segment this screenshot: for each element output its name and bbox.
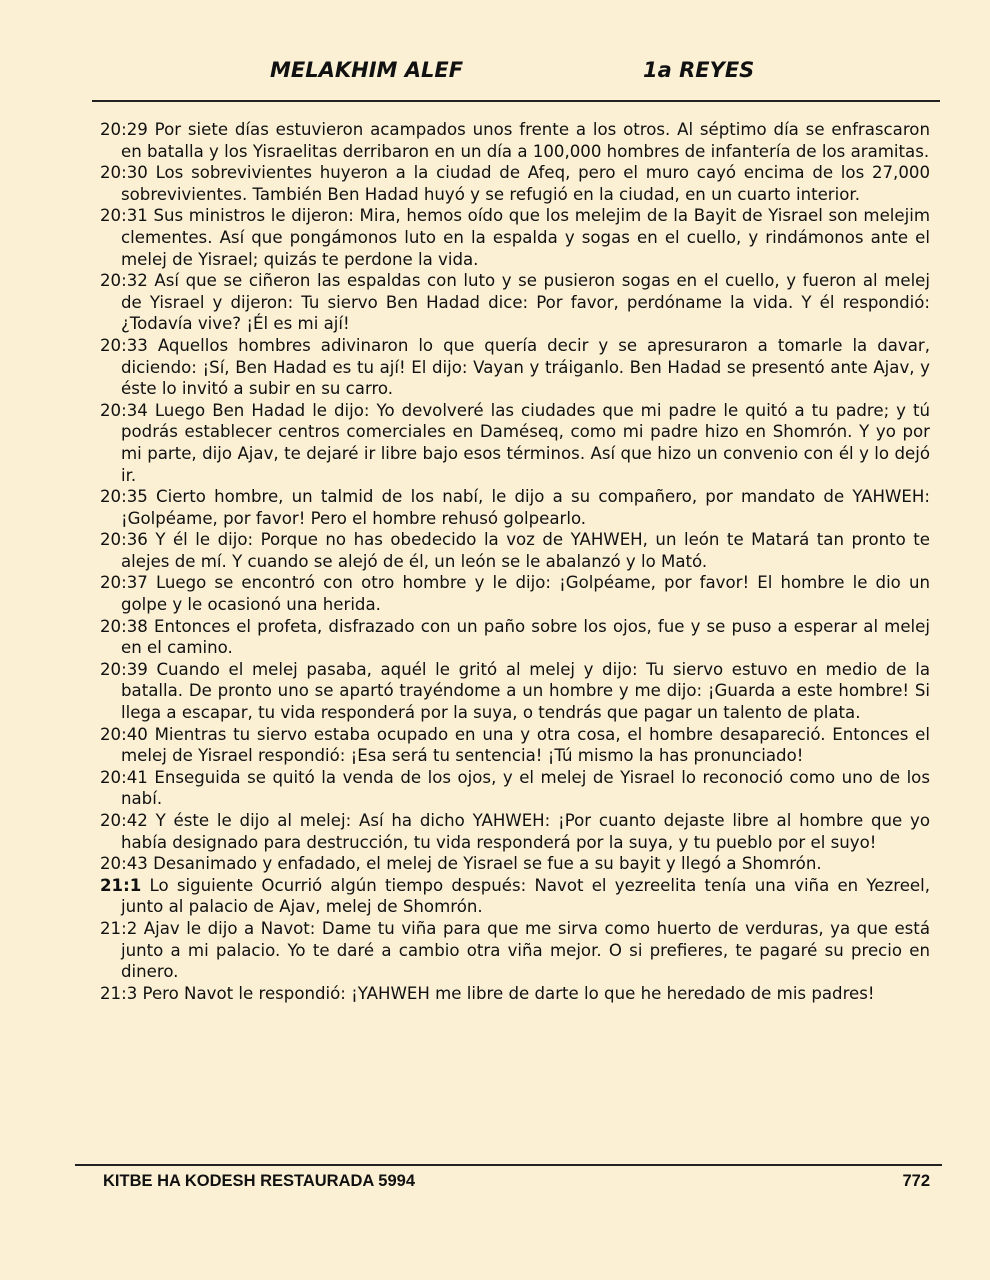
verse-ref: 20:31	[100, 206, 148, 226]
verse-ref: 20:36	[100, 530, 148, 550]
verse-ref: 20:42	[100, 811, 148, 830]
verse	[100, 529, 930, 572]
verse-text: Enseguida se quitó la venda de los ojos, y el melej de Yisrael lo reconoció como uno de los nabí.	[121, 767, 930, 809]
verse-text: Luego se encontró con otro hombre y le dijo: ¡Golpéame, por favor! El hombre le dio un golpe y le ocasionó una herida.	[121, 573, 930, 615]
header-rule	[92, 100, 940, 102]
verse	[100, 918, 930, 983]
verse-text: Los sobrevivientes huyeron a la ciudad de Afeq, pero el muro cayó encima de los 27,000 sobrevivientes. También Ben Hadad huyó y se refugió en la ciudad, en un cuarto interior.	[121, 163, 931, 204]
verse-text: Desanimado y enfadado, el melej de Yisrael se fue a su bayit y llegó a Shomrón.	[153, 854, 822, 874]
verse-text: Ajav le dijo a Navot: Dame tu viña para que me sirva como huerto de verduras, ya que está junto a mi palacio. Yo te daré a cambio otra viña mejor. O si prefieres, te pagaré su precio en dinero.	[121, 918, 930, 982]
verse	[100, 572, 930, 615]
verse-text: Entonces el profeta, disfrazado con un paño sobre los ojos, fue y se puso a esperar al melej en el camino.	[121, 616, 930, 658]
header-left-title: MELAKHIM ALEF	[270, 58, 464, 82]
verse	[100, 270, 930, 335]
verse	[100, 767, 930, 810]
verse-ref: 20:34	[100, 400, 148, 420]
verse-ref: 21:2	[100, 918, 138, 938]
header-right-title: 1a REYES	[643, 58, 755, 82]
verse	[100, 119, 930, 162]
footer-page-number: 772	[902, 1172, 930, 1190]
verse-text: Mientras tu siervo estaba ocupado en una y otra cosa, el hombre desapareció. Entonces el melej de Yisrael respondió: ¡Esa será tu sentencia! ¡Tú mismo la has pronunciado!	[121, 724, 931, 766]
verse	[100, 162, 930, 205]
verse	[100, 810, 930, 853]
verse	[100, 486, 930, 529]
verse-text: Sus ministros le dijeron: Mira, hemos oído que los melejim de la Bayit de Yisrael son melejim clementes. Así que pongámonos luto en la espalda y sogas en el cuello, y rindámonos ante el melej de Yisrael; quizás te perdone la vida.	[121, 206, 930, 269]
verse-ref: 21:3	[100, 983, 138, 1003]
footer-book-title: KITBE HA KODESH RESTAURADA 5994	[103, 1172, 416, 1190]
verse	[100, 724, 930, 767]
page-footer	[0, 1172, 990, 1196]
chapter-verse-ref: 21:1	[100, 875, 142, 895]
verse	[100, 400, 930, 486]
verse-text: Aquellos hombres adivinaron lo que quería decir y se apresuraron a tomarle la davar, diciendo: ¡Sí, Ben Hadad es tu ají! El dijo: Vayan y tráiganlo. Ben Hadad se presentó ante Ajav, y éste lo invitó a subir en su carro.	[121, 335, 930, 399]
verse-ref: 20:35	[100, 487, 148, 507]
verse-ref: 20:32	[100, 271, 148, 291]
page-header	[0, 58, 990, 92]
verse-text: Así que se ciñeron las espaldas con luto y se pusieron sogas en el cuello, y fueron al melej de Yisrael y dijeron: Tu siervo Ben Hadad dice: Por favor, perdóname la vida. Y él respondió: ¿Todavía vive? ¡Él es mi ají!	[121, 271, 930, 334]
verse	[100, 659, 930, 724]
verse-ref: 20:40	[100, 724, 148, 744]
verse	[100, 875, 930, 918]
verse-text: Y él le dijo: Porque no has obedecido la voz de YAHWEH, un león te Matará tan pronto te alejes de mí. Y cuando se alejó de él, un león se le abalanzó y lo Mató.	[121, 530, 930, 571]
verse-text: Cuando el melej pasaba, aquél le gritó al melej y dijo: Tu siervo estuvo en medio de la batalla. De pronto uno se apartó trayéndome a un hombre y me dijo: ¡Guarda a este hombre! Si llega a escapar, tu vida responderá por la suya, o tendrás que pagar un talento de plata.	[121, 659, 931, 723]
verse	[100, 983, 930, 1005]
verse-ref: 20:41	[100, 767, 148, 787]
verse	[100, 205, 930, 270]
verse-text: Y éste le dijo al melej: Así ha dicho YAHWEH: ¡Por cuanto dejaste libre al hombre que yo había designado para destrucción, tu vida responderá por la suya, y tu pueblo por el suyo!	[121, 811, 930, 852]
footer-rule	[75, 1164, 942, 1166]
verse-text: Cierto hombre, un talmid de los nabí, le dijo a su compañero, por mandato de YAHWEH: ¡Golpéame, por favor! Pero el hombre rehusó golpearlo.	[121, 487, 930, 528]
verse-ref: 20:43	[100, 854, 148, 874]
verse	[100, 616, 930, 659]
verse-ref: 20:33	[100, 335, 148, 355]
verse-ref: 20:38	[100, 616, 148, 636]
verse-text: Por siete días estuvieron acampados unos frente a los otros. Al séptimo día se enfrascaron en batalla y los Yisraelitas derribaron en un día a 100,000 hombres de infantería de los aramitas.	[121, 120, 930, 161]
verse	[100, 335, 930, 400]
verse-text: Pero Navot le respondió: ¡YAHWEH me libre de darte lo que he heredado de mis padres!	[142, 983, 875, 1003]
verse-ref: 20:37	[100, 573, 148, 593]
verse-list	[100, 119, 930, 1004]
verse	[100, 853, 930, 875]
verse-ref: 20:39	[100, 659, 148, 679]
verse-text: Lo siguiente Ocurrió algún tiempo después: Navot el yezreelita tenía una viña en Yezreel, junto al palacio de Ajav, melej de Shomrón.	[121, 875, 930, 917]
verse-ref: 20:30	[100, 163, 148, 183]
verse-text: Luego Ben Hadad le dijo: Yo devolveré las ciudades que mi padre le quitó a tu padre; y tú podrás establecer centros comerciales en Daméseq, como mi padre hizo en Shomrón. Y yo por mi parte, dijo Ajav, te dejaré ir libre bajo esos términos. Así que hizo un convenio con él y lo dejó ir.	[121, 400, 930, 485]
verse-ref: 20:29	[100, 120, 148, 139]
